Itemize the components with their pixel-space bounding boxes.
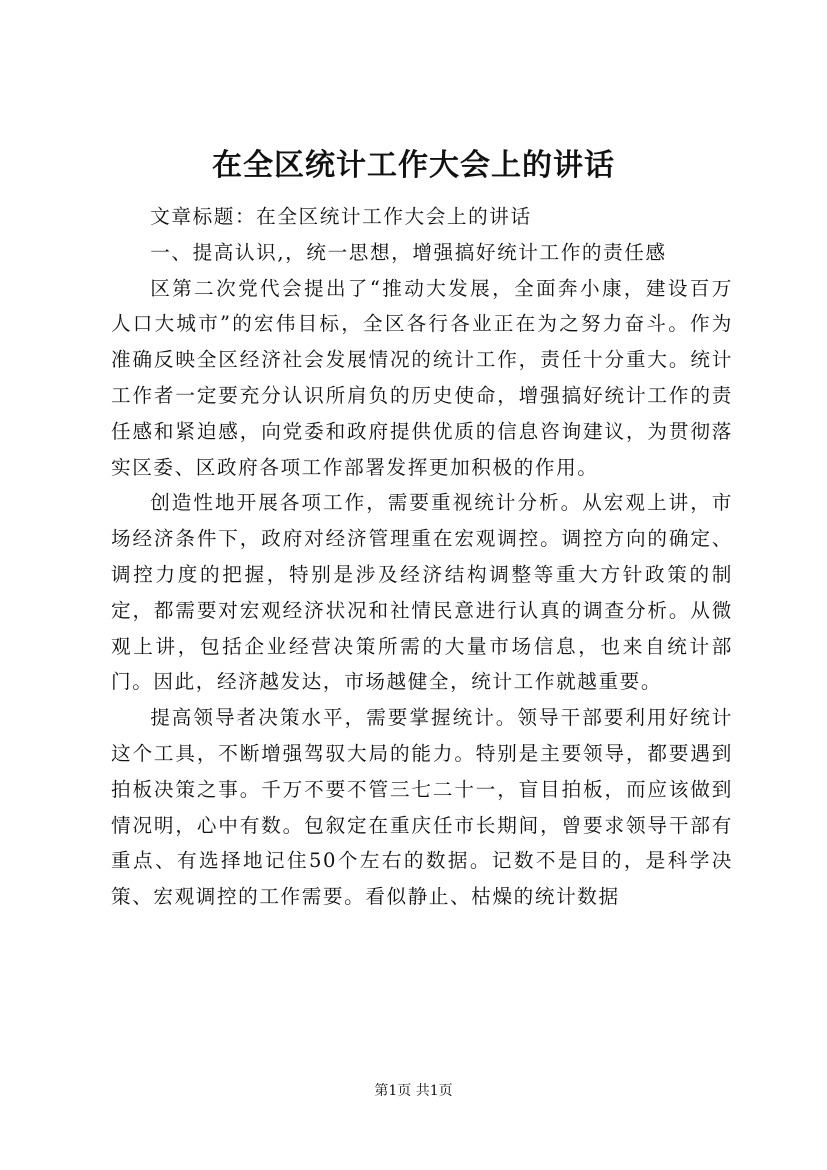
body-paragraph: 提高领导者决策水平，需要掌握统计。领导干部要利用好统计这个工具，不断增强驾驭大局的能力。特别是主要领导，都要遇到拍板决策之事。千万不要不管三七二十一，盲目拍板，而应该做到情况明，心中有数。包叙定在重庆任市长期间，曾要求领导干部有重点、有选择地记住50个左右的数据。记数不是目的，是科学决策、宏观调控的工作需要。看似静止、枯燥的统计数据 [111, 706, 733, 909]
body-paragraph: 区第二次党代会提出了“推动大发展，全面奔小康，建设百万人口大城市”的宏伟目标，全区各行各业正在为之努力奋斗。作为准确反映全区经济社会发展情况的统计工作，责任十分重大。统计工作者一定要充分认识所肩负的历史使命，增强搞好统计工作的责任感和紧迫感，向党委和政府提供优质的信息咨询建议，为贯彻落实区委、区政府各项工作部署发挥更加积极的作用。 [111, 276, 733, 479]
document-body [111, 199, 733, 915]
body-paragraph: 创造性地开展各项工作，需要重视统计分析。从宏观上讲，市场经济条件下，政府对经济管理重在宏观调控。调控方向的确定、调控力度的把握，特别是涉及经济结构调整等重大方针政策的制定，都需要对宏观经济状况和社情民意进行认真的调查分析。从微观上讲，包括企业经营决策所需的大量市场信息，也来自统计部门。因此，经济越发达，市场越健全，统计工作就越重要。 [111, 491, 733, 694]
article-title-line: 文章标题：在全区统计工作大会上的讲话 [150, 205, 532, 228]
section-heading: 一、提高认识,，统一思想，增强搞好统计工作的责任感 [150, 240, 667, 264]
page-footer: 第1页 共1页 [374, 1083, 453, 1099]
document-title: 在全区统计工作大会上的讲话 [212, 148, 615, 183]
